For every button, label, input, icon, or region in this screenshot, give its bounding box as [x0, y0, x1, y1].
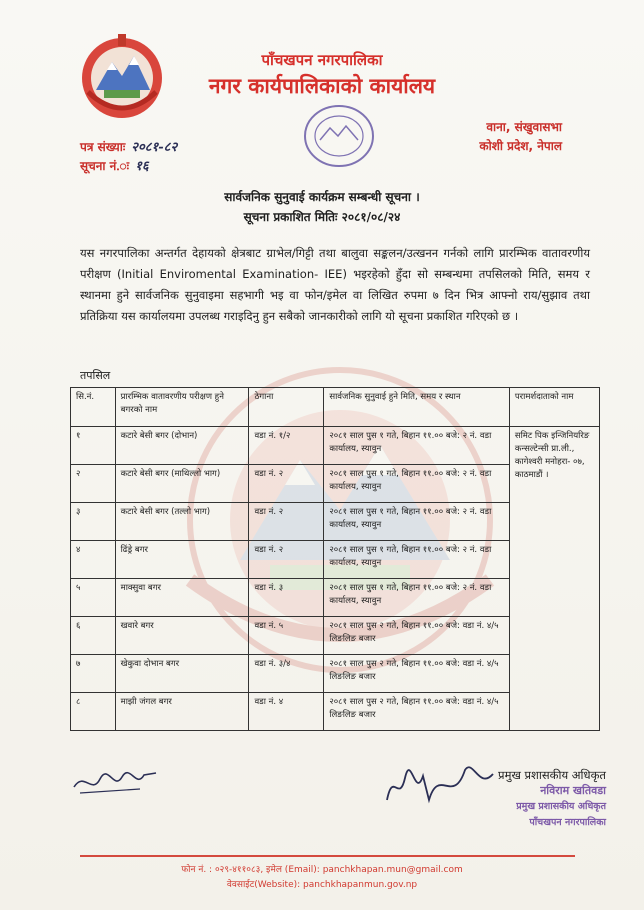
cell-location: वडा नं. २ — [249, 465, 324, 503]
cell-sn: ६ — [71, 617, 116, 655]
left-signature-icon — [70, 765, 160, 799]
cell-sn: २ — [71, 465, 116, 503]
header-consultant: परामर्शदाताको नाम — [509, 388, 599, 427]
signatory-name: नविराम खतिवडा — [540, 784, 606, 797]
cell-hearing: २०८१ साल पुस १ गते, बिहान ११.०० बजे: २ नं. वडा कार्यालय, स्यावुन — [324, 541, 510, 579]
office-seal-stamp-icon — [300, 100, 378, 172]
cell-site: कटारे बेसी बगर (दोभान) — [115, 427, 249, 465]
cell-site: खेकुवा दोभान बगर — [115, 655, 249, 693]
header-hearing: सार्वजनिक सुनुवाई हुने मिति, समय र स्थान — [324, 388, 510, 427]
footer-contact: फोन नं. : ०२९-४११०८३, इमेल (Email): panchkhapan.mun@gmail.com — [181, 865, 463, 875]
notice-no-value: १६ — [135, 159, 149, 174]
cell-location: वडा नं. १/२ — [249, 427, 324, 465]
cell-hearing: २०८१ साल पुस १ गते, बिहान ११.०० बजे: २ नं. वडा कार्यालय, स्यावुन — [324, 427, 510, 465]
cell-site: कटारे बेसी बगर (तल्लो भाग) — [115, 503, 249, 541]
table-row — [71, 427, 600, 465]
notice-paragraph: यस नगरपालिका अन्तर्गत देहायको क्षेत्रबाट ग्राभेल/गिट्टी तथा बालुवा सङ्कलन/उत्खनन गर्नको लागि प्रारम्भिक वातावरणीय परीक्षण (Initial Enviromental Examination- IEE) भइरहेको हुँदा सो सम्बन्धमा तपसिलको मिति, समय र स्थानमा हुने सार्वजनिक सुनुवाइमा सहभागी भइ वा फोन/इमेल वा लिखित रुपमा ७ दिन भित्र आफ्नो राय/सुझाव तथा प्रतिक्रिया यस कार्यालयमा उपलब्ध गराइदिनु हुन सबैको जानकारीको लागि यो सूचना प्रकाशित गरिएको छ । — [80, 246, 590, 323]
signatory-block — [476, 767, 606, 831]
footer-divider — [80, 855, 575, 857]
cell-location: वडा नं. ५ — [249, 617, 324, 655]
footer-website: वेवसाईट(Website): panchkhapanmun.gov.np — [226, 880, 418, 890]
address-line2: कोशी प्रदेश, नेपाल — [479, 139, 562, 153]
signatory-title: प्रमुख प्रशासकीय अधिकृत — [498, 768, 606, 782]
cell-location: वडा नं. ३/४ — [249, 655, 324, 693]
signatory-designation: प्रमुख प्रशासकीय अधिकृत — [516, 801, 606, 812]
cell-site: माक्सुवा बगर — [115, 579, 249, 617]
published-date: सूचना प्रकाशित मितिः २०८१/०८/२४ — [243, 210, 401, 224]
cell-site: खवारे बगर — [115, 617, 249, 655]
cell-hearing: २०८१ साल पुस २ गते, बिहान ११.०० बजे: वडा नं. ४/५ लिङलिङ बजार — [324, 617, 510, 655]
hearing-schedule-table — [70, 387, 600, 731]
cell-hearing: २०८१ साल पुस २ गते, बिहान ११.०० बजे: वडा नं. ४/५ लिङलिङ बजार — [324, 655, 510, 693]
address-line1: वाना, संखुवासभा — [486, 120, 562, 134]
cell-hearing: २०८१ साल पुस १ गते, बिहान ११.०० बजे: २ नं. वडा कार्यालय, स्यावुन — [324, 465, 510, 503]
cell-sn: ५ — [71, 579, 116, 617]
cell-hearing: २०८१ साल पुस १ गते, बिहान ११.०० बजे: २ नं. वडा कार्यालय, स्यावुन — [324, 503, 510, 541]
cell-consultant: समिट पिक इन्जिनियरिङ कन्सल्टेन्सी प्रा.ली., कागेश्वरी मनोहरा- ०७, काठमाडौं । — [509, 427, 599, 731]
address-block — [479, 118, 562, 156]
cell-sn: ३ — [71, 503, 116, 541]
cell-hearing: २०८१ साल पुस १ गते, बिहान ११.०० बजे: २ नं. वडा कार्यालय, स्यावुन — [324, 579, 510, 617]
signatory-office: पाँचखपन नगरपालिका — [529, 817, 606, 828]
header-location: ठेगाना — [249, 388, 324, 427]
cell-location: वडा नं. ३ — [249, 579, 324, 617]
header-site: प्रारम्भिक वातावरणीय परीक्षण हुने बगरको नाम — [115, 388, 249, 427]
cell-sn: ४ — [71, 541, 116, 579]
cell-location: वडा नं. २ — [249, 541, 324, 579]
office-name-line2: नगर कार्यपालिकाको कार्यालय — [208, 74, 436, 98]
ref-value: २०८१-८२ — [131, 140, 178, 155]
cell-sn: ८ — [71, 693, 116, 731]
reference-block — [80, 138, 177, 176]
header-sn: सि.नं. — [71, 388, 116, 427]
cell-site: माझी जंगल बगर — [115, 693, 249, 731]
schedule-heading: तपसिल — [80, 369, 111, 382]
ref-label: पत्र संख्याः — [80, 140, 126, 154]
cell-site: ढिंड्रे बगर — [115, 541, 249, 579]
cell-sn: ७ — [71, 655, 116, 693]
cell-hearing: २०८१ साल पुस २ गते, बिहान ११.०० बजे: वडा नं. ४/५ लिङलिङ बजार — [324, 693, 510, 731]
notice-no-label: सूचना नं.ः — [80, 159, 130, 173]
cell-sn: १ — [71, 427, 116, 465]
subject-title: सार्वजनिक सुनुवाई कार्यक्रम सम्बन्धी सूचना । — [224, 190, 420, 204]
cell-site: कटारे बेसी बगर (माथिल्लो भाग) — [115, 465, 249, 503]
cell-location: वडा नं. ४ — [249, 693, 324, 731]
cell-location: वडा नं. २ — [249, 503, 324, 541]
table-header-row — [71, 388, 600, 427]
office-name-line1: पाँचखपन नगरपालिका — [261, 51, 383, 69]
